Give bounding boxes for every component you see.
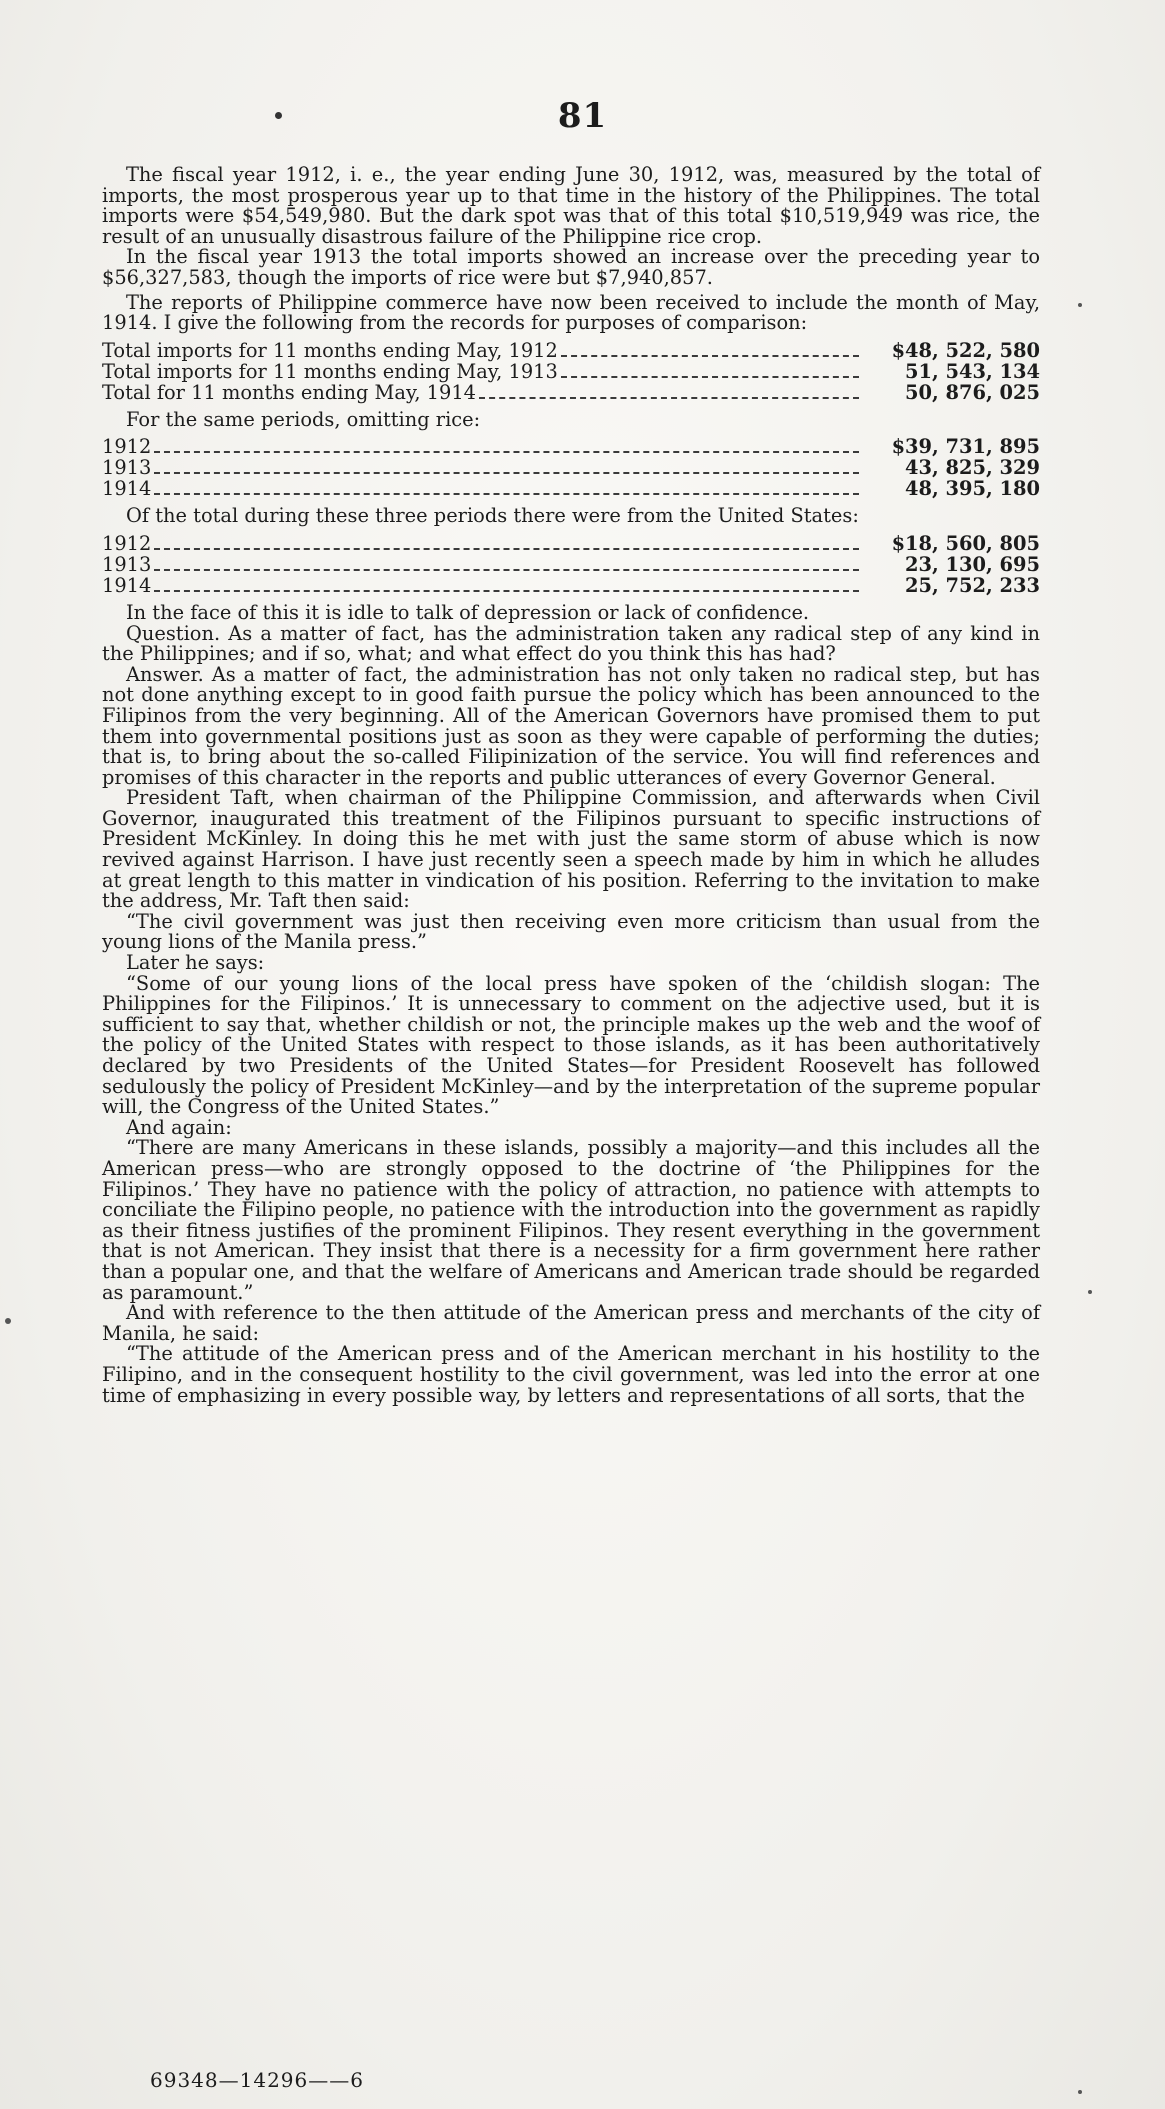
footer-print-code: 69348—14296——6 <box>150 2068 364 2092</box>
speck-mark <box>1088 1290 1092 1294</box>
row-label: 1914 <box>102 477 152 501</box>
total-imports-table <box>102 338 1040 404</box>
quote-civil-government: “The civil government was just then receiving even more criticism than usual from the young lions of the Manila press.” <box>102 909 1040 954</box>
page-number: 81 <box>557 96 608 136</box>
dot-leader <box>154 451 859 453</box>
paragraph-president-taft: President Taft, when chairman of the Philippine Commission, and afterwards when Civil Governor, inaugurated this treatment of the Filipinos pursuant to specific instructions of President McKinley. In doing this he met with just the same storm of abuse which is now revived against Harrison. I have just recently seen a speech made by him in which he alludes at great length to this matter in vindication of his position. Referring to the invitation to make the address, Mr. Taft then said: <box>102 786 1040 913</box>
row-label: Total imports for 11 months ending May, 1912 <box>102 338 558 362</box>
united-states-table <box>102 531 1040 597</box>
speck-mark <box>5 1318 11 1324</box>
body-text <box>102 165 1040 1406</box>
paragraph-fiscal-1912: The fiscal year 1912, i. e., the year ending June 30, 1912, was, measured by the total of imports, the most prosperous year up to that time in the history of the Philippines. The total imports were $54,549,980. But the dark spot was that of this total $10,519,949 was rice, the result of an unusually disastrous failure of the Philippine rice crop. <box>102 163 1040 248</box>
row-label: 1912 <box>102 531 152 555</box>
dot-leader <box>561 355 859 357</box>
dot-leader <box>154 569 859 571</box>
quote-many-americans: “There are many Americans in these islands, possibly a majority—and this includes all the American press—who are strongly opposed to the doctrine of ‘the Philippines for the Filipinos.’ They have no patience with the policy of attraction, no patience with attempts to conciliate the Filipino people, no patience with the introduction into the government as rapidly as their fitness justifies of the prominent Filipinos. They resent everything in the government that is not American. They insist that there is a necessity for a firm government here rather than a popular one, and that the welfare of Americans and American trade should be regarded as paramount.” <box>102 1136 1040 1304</box>
dot-leader <box>479 397 859 399</box>
speck-mark <box>1078 2090 1082 2094</box>
row-label: Total for 11 months ending May, 1914 <box>102 380 476 404</box>
quote-young-lions: “Some of our young lions of the local press have spoken of the ‘childish slogan: The Philippines for the Filipinos.’ It is unnecessary to comment on the adjective used, but it is sufficient to say that, whether childish or not, the principle makes up the web and the woof of the policy of the United States with respect to those islands, as it has been authoritatively declared by two Presidents of the United States—for President Roosevelt has followed sedulously the policy of President McKinley—and by the interpretation of the supreme popular will, the Congress of the United States.” <box>102 971 1040 1119</box>
paragraph-idle-talk: In the face of this it is idle to talk of depression or lack of confidence. <box>126 600 810 624</box>
omitting-rice-table <box>102 437 1040 500</box>
row-amount: 25, 752, 233 <box>905 573 1040 597</box>
table-row <box>102 458 1040 479</box>
dot-leader <box>154 493 859 495</box>
row-label: 1912 <box>102 435 152 459</box>
speck-mark <box>1078 303 1082 307</box>
row-amount: $18, 560, 805 <box>891 531 1040 555</box>
row-amount: 23, 130, 695 <box>905 552 1040 576</box>
paragraph-press-merchants: And with reference to the then attitude of the American press and merchants of the city of Manila, he said: <box>102 1301 1040 1345</box>
paragraph-omitting-rice: For the same periods, omitting rice: <box>126 407 481 431</box>
row-amount: 48, 395, 180 <box>905 477 1040 501</box>
table-row <box>102 552 1040 576</box>
row-amount: 50, 876, 025 <box>905 380 1040 404</box>
paragraph-and-again: And again: <box>126 1115 232 1139</box>
table-row <box>102 573 1040 597</box>
paragraph-fiscal-1913: In the fiscal year 1913 the total imports showed an increase over the preceding year to $56,327,583, though the imports of rice were but $7,940,857. <box>102 245 1040 289</box>
dot-leader <box>154 590 859 592</box>
row-amount: $39, 731, 895 <box>891 435 1040 459</box>
dot-leader <box>561 376 859 378</box>
row-label: 1913 <box>102 456 152 480</box>
table-row <box>102 479 1040 500</box>
table-row <box>102 380 1040 404</box>
dot-leader <box>154 472 859 474</box>
row-label: 1914 <box>102 573 152 597</box>
row-amount: $48, 522, 580 <box>891 338 1040 362</box>
table-row <box>102 437 1040 458</box>
row-label: Total imports for 11 months ending May, 1913 <box>102 359 558 383</box>
row-amount: 43, 825, 329 <box>905 456 1040 480</box>
paragraph-from-united-states: Of the total during these three periods there were from the United States: <box>126 504 859 528</box>
paragraph-answer: Answer. As a matter of fact, the administration has not only taken no radical step, but has not done anything except to in good faith pursue the policy which has been announced to the Filipinos from the very beginning. All of the American Governors have promised them to put them into governmental positions just as soon as they were capable of performing the duties; that is, to bring about the so-called Filipinization of the service. You will find references and promises of this character in the reports and public utterances of every Governor General. <box>102 662 1040 789</box>
table-row <box>102 338 1040 362</box>
paragraph-later-he-says: Later he says: <box>126 951 265 975</box>
row-label: 1913 <box>102 552 152 576</box>
quote-attitude-press: “The attitude of the American press and of the American merchant in his hostility to the Filipino, and in the consequent hostility to the civil government, was led into the error at one time of emphasizing in every possible way, by letters and representations of all sorts, that the <box>102 1342 1040 1407</box>
dot-leader <box>154 548 859 550</box>
table-row <box>102 359 1040 383</box>
paragraph-question: Question. As a matter of fact, has the administration taken any radical step of any kind in the Philippines; and if so, what; and what effect do you think this has had? <box>102 621 1040 666</box>
table-row <box>102 531 1040 555</box>
paragraph-commerce-reports: The reports of Philippine commerce have now been received to include the month of May, 1914. I give the following from the records for purposes of comparison: <box>102 290 1040 335</box>
row-amount: 51, 543, 134 <box>905 359 1040 383</box>
